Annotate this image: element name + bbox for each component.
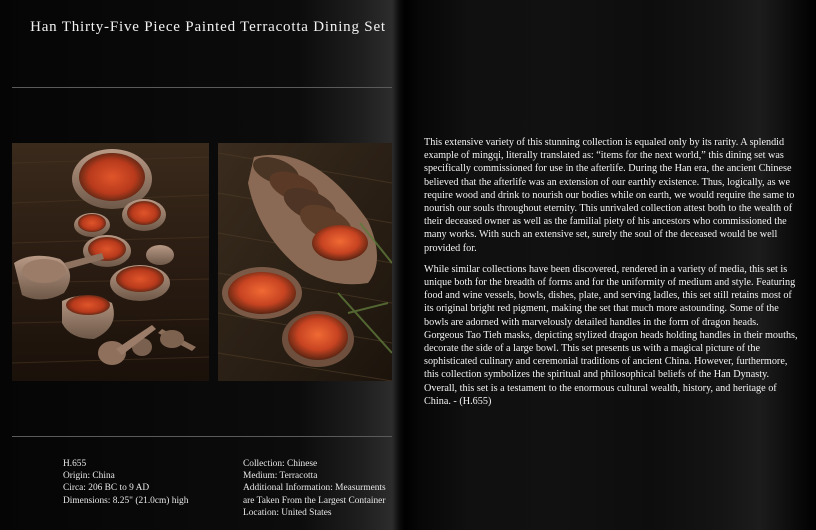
stacked-red-bowls-photo — [218, 143, 392, 381]
dimensions: Dimensions: 8.25" (21.0cm) high — [63, 495, 189, 506]
collection: Collection: Chinese — [243, 459, 318, 469]
details-left-column — [63, 458, 188, 507]
terracotta-bowls-ladles-photo — [12, 143, 209, 381]
additional-info-continued: are Taken From the Largest Container — [243, 495, 386, 506]
details-divider — [12, 436, 392, 437]
details-right-column — [243, 458, 386, 519]
item-number: H.655 — [63, 459, 87, 469]
page-title: Han Thirty-Five Piece Painted Terracotta Dining Set — [30, 19, 386, 35]
location: Location: United States — [243, 507, 332, 518]
origin: Origin: China — [63, 471, 115, 482]
circa: Circa: 206 BC to 9 AD — [63, 483, 150, 494]
description-paragraph: This extensive variety of this stunning collection is equaled only by its rarity. A splendid example of mingqi, literally translated as: “items for the next world,” this dining set was specifically commissioned for use in the afterlife. During the Han era, the ancient Chinese believed that the afterlife was an extension of our earthly existence. Thus, logically, as we require wood and drink to nourish our bodies while on earth, we would require the same to nourish our souls throughout eternity. This unrivaled collection attest both to the wealth of their deceased owner as well as the familial piety of his ancestors who commissioned the many works. With such an extensive set, surely the soul of the deceased would be well provided for. — [424, 137, 795, 254]
medium: Medium: Terracotta — [243, 471, 318, 482]
description-text — [424, 136, 798, 416]
additional-info: Additional Information: Measurments — [243, 483, 386, 494]
description-paragraph: While similar collections have been discovered, rendered in a variety of media, this set is unique both for the breadth of forms and for the uniformity of medium and style. Featuring food and wine vessels, bowls, dishes, plate, and serving ladles, this set still retains most of its original bright red pigment, making the set that much more astounding. Some of the bowls are adorned with marvelously detailed handles in the form of dragon heads. Gorgeous Tao Tieh masks, depicting stylized dragon heads holding handles in their mouths, decorate the side of a large bowl. This set presents us with a magical picture of the sophisticated culinary and ceremonial traditions of ancient China. However, furthermore, this collection symbolizes the spiritual and philosophical beliefs of the Han Dynasty. Overall, this set is a testament to the enormous cultural wealth, history, and heritage of China. - (H.655) — [424, 263, 798, 407]
title-divider — [12, 87, 392, 88]
